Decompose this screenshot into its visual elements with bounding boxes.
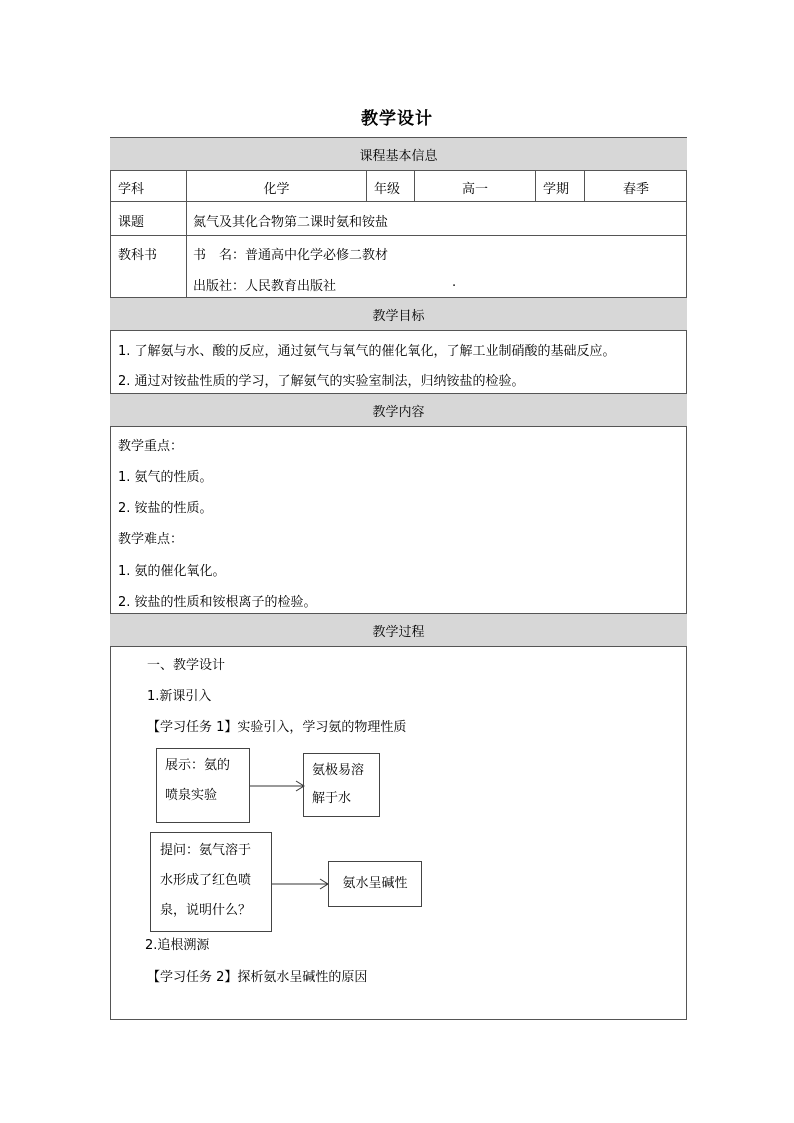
section-header-basic-info: 课程基本信息 bbox=[110, 137, 687, 171]
goal-item: 1. 了解氨与水、酸的反应，通过氨气与氧气的催化氧化，了解工业制硝酸的基础反应。 bbox=[118, 344, 616, 359]
process-step-heading: 2.追根溯源 bbox=[145, 938, 210, 953]
textbook-name: 书 名：普通高中化学必修二教材 bbox=[193, 248, 389, 263]
flow-box-line: 提问：氨气溶于 bbox=[160, 843, 252, 858]
flow-box-line: 展示：氨的 bbox=[165, 758, 231, 773]
grade-value: 高一 bbox=[461, 182, 488, 197]
flow-box-line: 水形成了红色喷 bbox=[160, 873, 252, 888]
key-point-item: 2. 铵盐的性质。 bbox=[118, 501, 213, 516]
arrow-right-icon bbox=[272, 878, 330, 890]
difficulties-label: 教学难点： bbox=[118, 532, 184, 547]
section-header-process: 教学过程 bbox=[110, 613, 687, 647]
process-part-heading: 一、教学设计 bbox=[147, 658, 226, 673]
subject-label: 学科 bbox=[118, 182, 145, 197]
key-point-item: 1. 氨气的性质。 bbox=[118, 470, 213, 485]
goal-item: 2. 通过对铵盐性质的学习，了解氨气的实验室制法，归纳铵盐的检验。 bbox=[118, 374, 525, 389]
learning-task: 【学习任务 2】探析氨水呈碱性的原因 bbox=[147, 970, 368, 985]
divider bbox=[110, 235, 687, 236]
divider bbox=[110, 201, 687, 202]
difficulty-item: 2. 铵盐的性质和铵根离子的检验。 bbox=[118, 595, 317, 610]
divider bbox=[186, 201, 187, 297]
page-title: 教学设计 bbox=[361, 109, 433, 129]
flow-box-line: 解于水 bbox=[312, 791, 352, 806]
textbook-trailing-dot: . bbox=[452, 275, 457, 290]
flow-box-line: 喷泉实验 bbox=[165, 788, 218, 803]
flow-box-result bbox=[303, 753, 380, 817]
difficulty-item: 1. 氨的催化氧化。 bbox=[118, 564, 226, 579]
flow-box-question bbox=[150, 832, 272, 932]
section-header-content: 教学内容 bbox=[110, 393, 687, 427]
term-label: 学期 bbox=[543, 182, 570, 197]
flow-box-line: 氨极易溶 bbox=[312, 763, 365, 778]
flow-box-conclusion: 氨水呈碱性 bbox=[328, 861, 422, 907]
textbook-label: 教科书 bbox=[118, 248, 158, 263]
flow-box-line: 泉，说明什么？ bbox=[160, 903, 252, 918]
key-points-label: 教学重点： bbox=[118, 439, 184, 454]
divider bbox=[366, 171, 367, 201]
divider bbox=[535, 171, 536, 201]
flow-box-demo bbox=[156, 748, 250, 823]
grade-label: 年级 bbox=[374, 182, 401, 197]
learning-task: 【学习任务 1】实验引入，学习氨的物理性质 bbox=[147, 720, 407, 735]
term-value: 春季 bbox=[622, 182, 649, 197]
textbook-publisher: 出版社：人民教育出版社 bbox=[193, 279, 337, 294]
topic-label: 课题 bbox=[118, 215, 145, 230]
subject-value: 化学 bbox=[263, 182, 290, 197]
section-header-goals: 教学目标 bbox=[110, 297, 687, 331]
process-step-heading: 1.新课引入 bbox=[147, 689, 212, 704]
topic-value: 氮气及其化合物第二课时氨和铵盐 bbox=[193, 215, 389, 230]
arrow-right-icon bbox=[250, 780, 306, 792]
